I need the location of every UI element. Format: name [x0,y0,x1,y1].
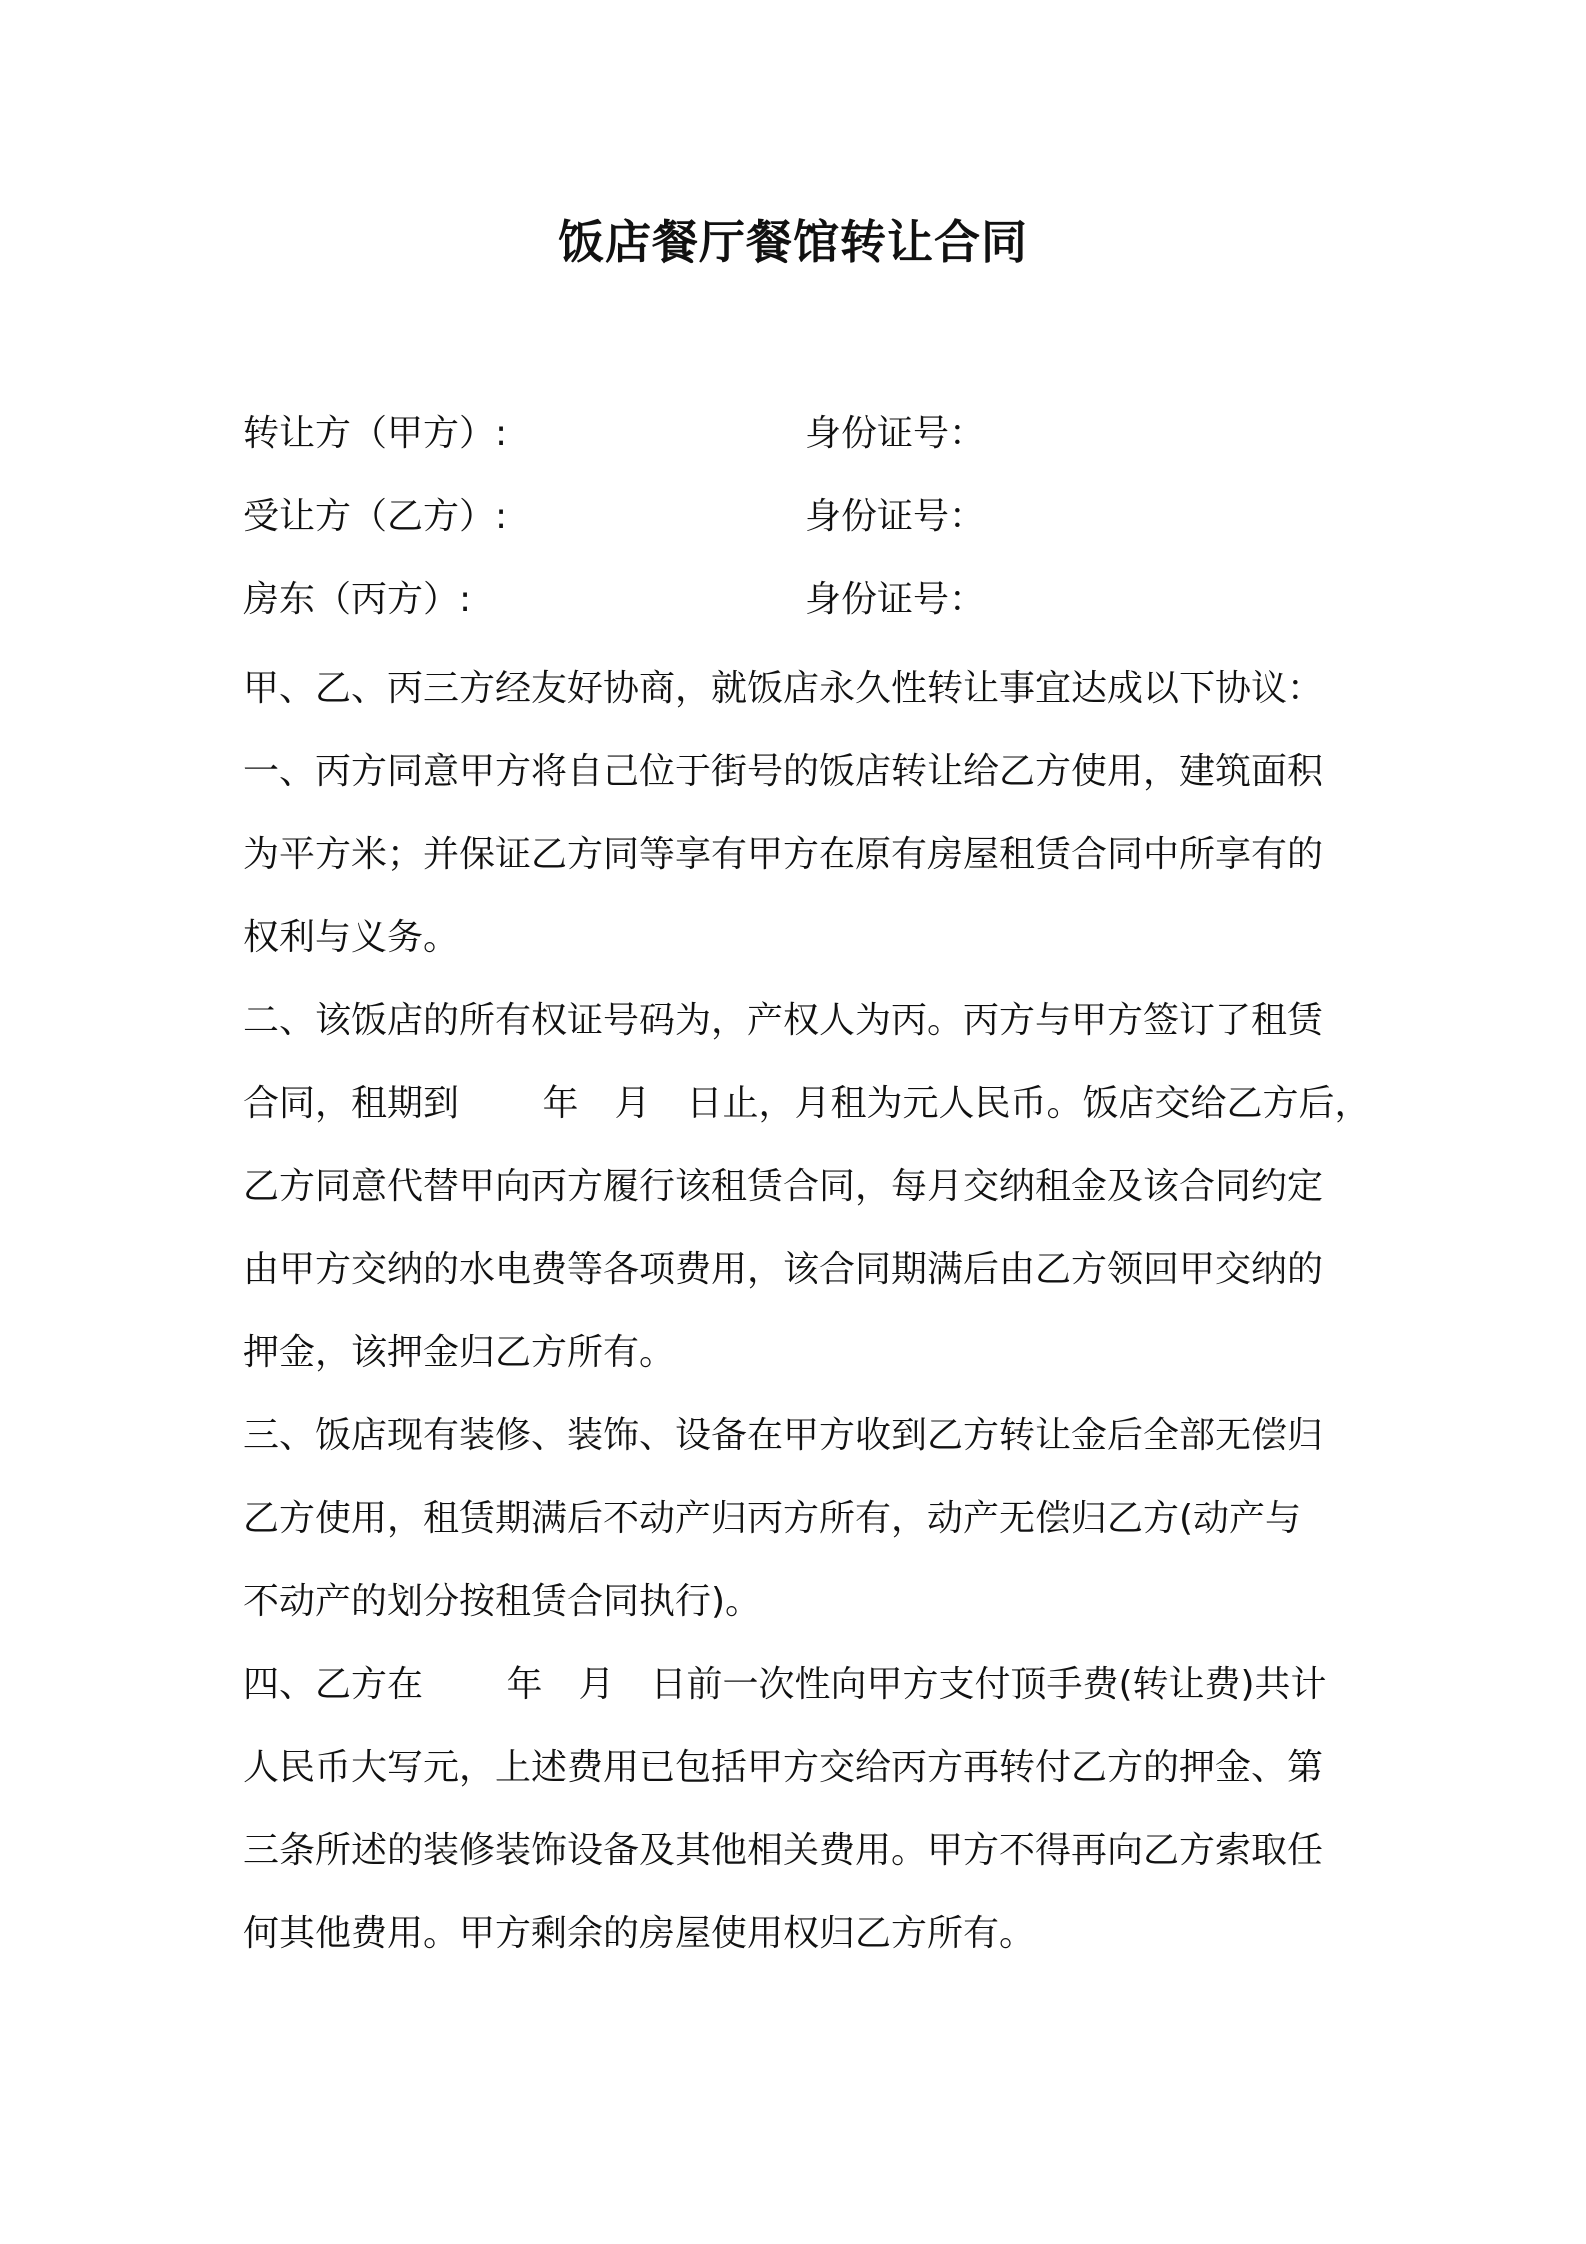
party-row-transferee [243,487,1363,547]
clause-4-line-3: 三条所述的装修装饰设备及其他相关费用。甲方不得再向乙方索取任 [243,1830,1324,1871]
clause-3 [243,1394,1363,1643]
clause-3-line-2: 乙方使用，租赁期满后不动产归丙方所有，动产无偿归乙方(动产与 [243,1498,1302,1539]
intro-paragraph [243,647,1363,730]
clause-1-line-3: 权利与义务。 [243,917,460,958]
clause-2-line-4: 由甲方交纳的水电费等各项费用，该合同期满后由乙方领回甲交纳的 [243,1249,1324,1290]
landlord-label: 房东（丙方）: [243,579,472,620]
clause-4 [243,1643,1363,1975]
party-row-landlord [243,570,1363,630]
clause-4-line-4: 何其他费用。甲方剩余的房屋使用权归乙方所有。 [243,1913,1036,1954]
clause-2 [243,979,1371,1394]
landlord-id-label: 身份证号： [805,579,986,620]
intro-line: 甲、乙、丙三方经友好协商，就饭店永久性转让事宜达成以下协议： [243,668,1324,709]
party-row-transferor [243,404,1363,464]
clause-3-line-1: 三、饭店现有装修、装饰、设备在甲方收到乙方转让金后全部无偿归 [243,1415,1324,1456]
clause-1-line-1: 一、丙方同意甲方将自己位于街号的饭店转让给乙方使用，建筑面积 [243,751,1324,792]
clause-1 [243,730,1363,979]
clause-2-line-1: 二、该饭店的所有权证号码为，产权人为丙。丙方与甲方签订了租赁 [243,1000,1324,1041]
clause-2-line-3: 乙方同意代替甲向丙方履行该租赁合同，每月交纳租金及该合同约定 [243,1166,1324,1207]
clause-4-line-2: 人民币大写元，上述费用已包括甲方交给丙方再转付乙方的押金、第 [243,1747,1324,1788]
clause-2-line-2: 合同，租期到 年 月 日止，月租为元人民币。饭店交给乙方后， [243,1083,1371,1124]
clause-2-line-5: 押金，该押金归乙方所有。 [243,1332,676,1373]
document-title: 饭店餐厅餐馆转让合同 [558,215,1028,269]
transferee-id-label: 身份证号： [805,496,986,537]
transferor-id-label: 身份证号： [805,413,986,454]
clause-4-line-1: 四、乙方在 年 月 日前一次性向甲方支付顶手费(转让费)共计 [243,1664,1327,1705]
transferee-label: 受让方（乙方）: [243,496,508,537]
clause-1-line-2: 为平方米；并保证乙方同等享有甲方在原有房屋租赁合同中所享有的 [243,834,1324,875]
transferor-label: 转让方（甲方）: [243,413,508,454]
clause-3-line-3: 不动产的划分按租赁合同执行)。 [243,1581,762,1622]
